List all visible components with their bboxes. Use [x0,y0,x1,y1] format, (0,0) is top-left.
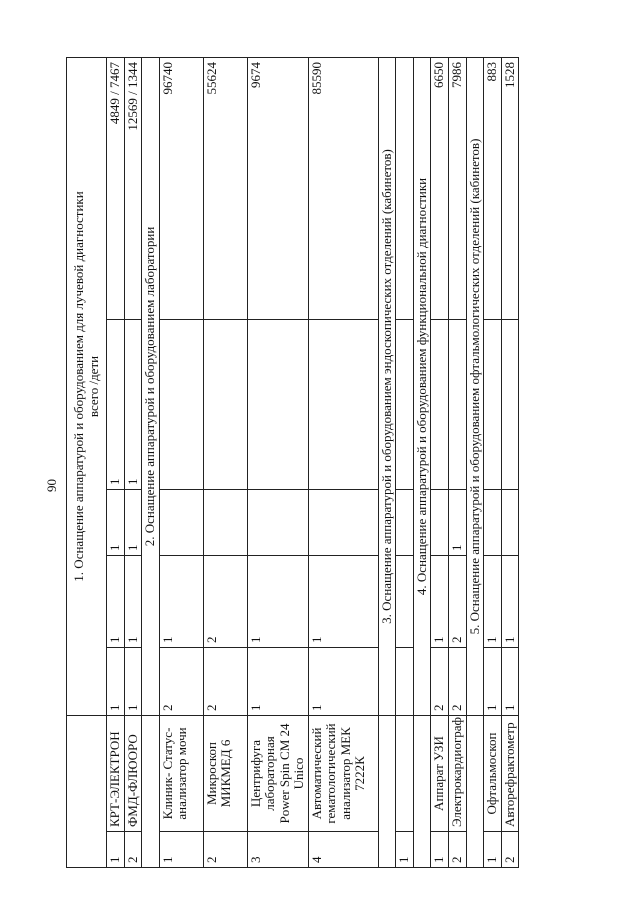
count-cell [308,320,378,490]
equipment-name [396,716,414,832]
count-cell: 1 [107,490,125,556]
count-cell [501,490,519,556]
equipment-name: Клиник- Статус- анализатор мочи [159,716,203,832]
section-title: 3. Оснащение аппаратурой и оборудованием эндоскопических отделений (кабинетов) [378,57,396,715]
table-row [431,57,449,867]
section-header-spacer [466,716,484,868]
row-number: 2 [449,832,467,868]
count-cell [203,320,247,490]
count-cell: 1 [107,320,125,490]
row-number: 1 [484,832,502,868]
equipment-name: Аппарат УЗИ [431,716,449,832]
equipment-table-body [67,57,519,867]
row-number: 1 [431,832,449,868]
equipment-name: Центрифуга лабораторная Power Spin CM 24 Unico [247,716,308,832]
equipment-name: КРТ-ЭЛЕКТРОН [107,716,125,832]
count-cell: 1 [159,556,203,648]
page-number: 90 [44,479,59,492]
count-cell: 1 [107,648,125,716]
table-row [203,57,247,867]
row-number: 2 [124,832,142,868]
count-cell [247,490,308,556]
equipment-name: Авторефрактометр [501,716,519,832]
table-row [124,57,142,867]
count-cell [431,320,449,490]
count-cell: 2 [449,648,467,716]
count-cell: 1 [124,648,142,716]
count-cell: 1 [107,556,125,648]
section-title: 5. Оснащение аппаратурой и оборудованием офтальмологических отделений (кабинетов) [466,57,484,715]
section-header-spacer [413,716,431,868]
count-cell [159,320,203,490]
section-header-spacer [142,716,160,868]
row-number: 4 [308,832,378,868]
count-cell [396,490,414,556]
section-header-4 [413,57,431,867]
count-cell: 1 [431,556,449,648]
table-row [484,57,502,867]
table-row [247,57,308,867]
row-number: 2 [501,832,519,868]
count-cell [449,320,467,490]
equipment-name: Электрокардиограф [449,716,467,832]
count-cell: 1 [484,648,502,716]
table-row [449,57,467,867]
value-cell: 7986 [449,57,467,319]
value-cell: 9674 [247,57,308,319]
count-cell: 1 [308,648,378,716]
section-title [67,57,107,715]
table-row [159,57,203,867]
section-header-1 [67,57,107,867]
count-cell [247,320,308,490]
count-cell: 1 [501,648,519,716]
count-cell [431,490,449,556]
equipment-name: Автоматический гематологический анализатор МЕК 7222К [308,716,378,832]
count-cell: 1 [124,320,142,490]
section-title: 2. Оснащение аппаратурой и оборудованием лаборатории [142,57,160,715]
row-number: 1 [107,832,125,868]
equipment-table [66,57,519,868]
count-cell: 1 [124,556,142,648]
section-header-spacer [67,716,107,868]
count-cell [396,556,414,648]
count-cell: 2 [431,648,449,716]
count-cell: 1 [247,556,308,648]
count-cell [159,490,203,556]
value-cell: 4849 / 7467 [107,57,125,319]
count-cell [484,320,502,490]
value-cell: 1528 [501,57,519,319]
table-row [501,57,519,867]
section-header-2 [142,57,160,867]
equipment-name: Микроскоп МИКМЕД 6 [203,716,247,832]
value-cell: 55624 [203,57,247,319]
section-header-5 [466,57,484,867]
count-cell: 1 [484,556,502,648]
count-cell: 2 [159,648,203,716]
rotated-page-content [66,58,516,868]
count-cell [308,490,378,556]
section-title-text: 1. Оснащение аппаратурой и оборудованием для лучевой диагностики [70,191,86,582]
count-cell: 1 [308,556,378,648]
count-cell [396,320,414,490]
row-number: 1 [396,832,414,868]
count-cell: 2 [203,648,247,716]
count-cell [501,320,519,490]
value-cell: 96740 [159,57,203,319]
count-cell: 1 [449,490,467,556]
count-cell [203,490,247,556]
row-number: 1 [159,832,203,868]
count-cell: 1 [124,490,142,556]
value-cell: 883 [484,57,502,319]
section-title: 4. Оснащение аппаратурой и оборудованием функциональной диагностики [413,57,431,715]
table-row [107,57,125,867]
count-cell: 1 [501,556,519,648]
section-subtitle: всего /дети [85,355,101,418]
count-cell: 2 [203,556,247,648]
value-cell: 85590 [308,57,378,319]
equipment-name: Офтальмоскоп [484,716,502,832]
count-cell [484,490,502,556]
section-header-3 [378,57,396,867]
row-number: 2 [203,832,247,868]
equipment-name: ФМД-ФЛЮОРО [124,716,142,832]
table-row [396,57,414,867]
section-header-spacer [378,716,396,868]
row-number: 3 [247,832,308,868]
value-cell: 12569 / 1344 [124,57,142,319]
table-row [308,57,378,867]
value-cell: 6650 [431,57,449,319]
count-cell [396,648,414,716]
count-cell: 1 [247,648,308,716]
count-cell: 2 [449,556,467,648]
value-cell [396,57,414,319]
